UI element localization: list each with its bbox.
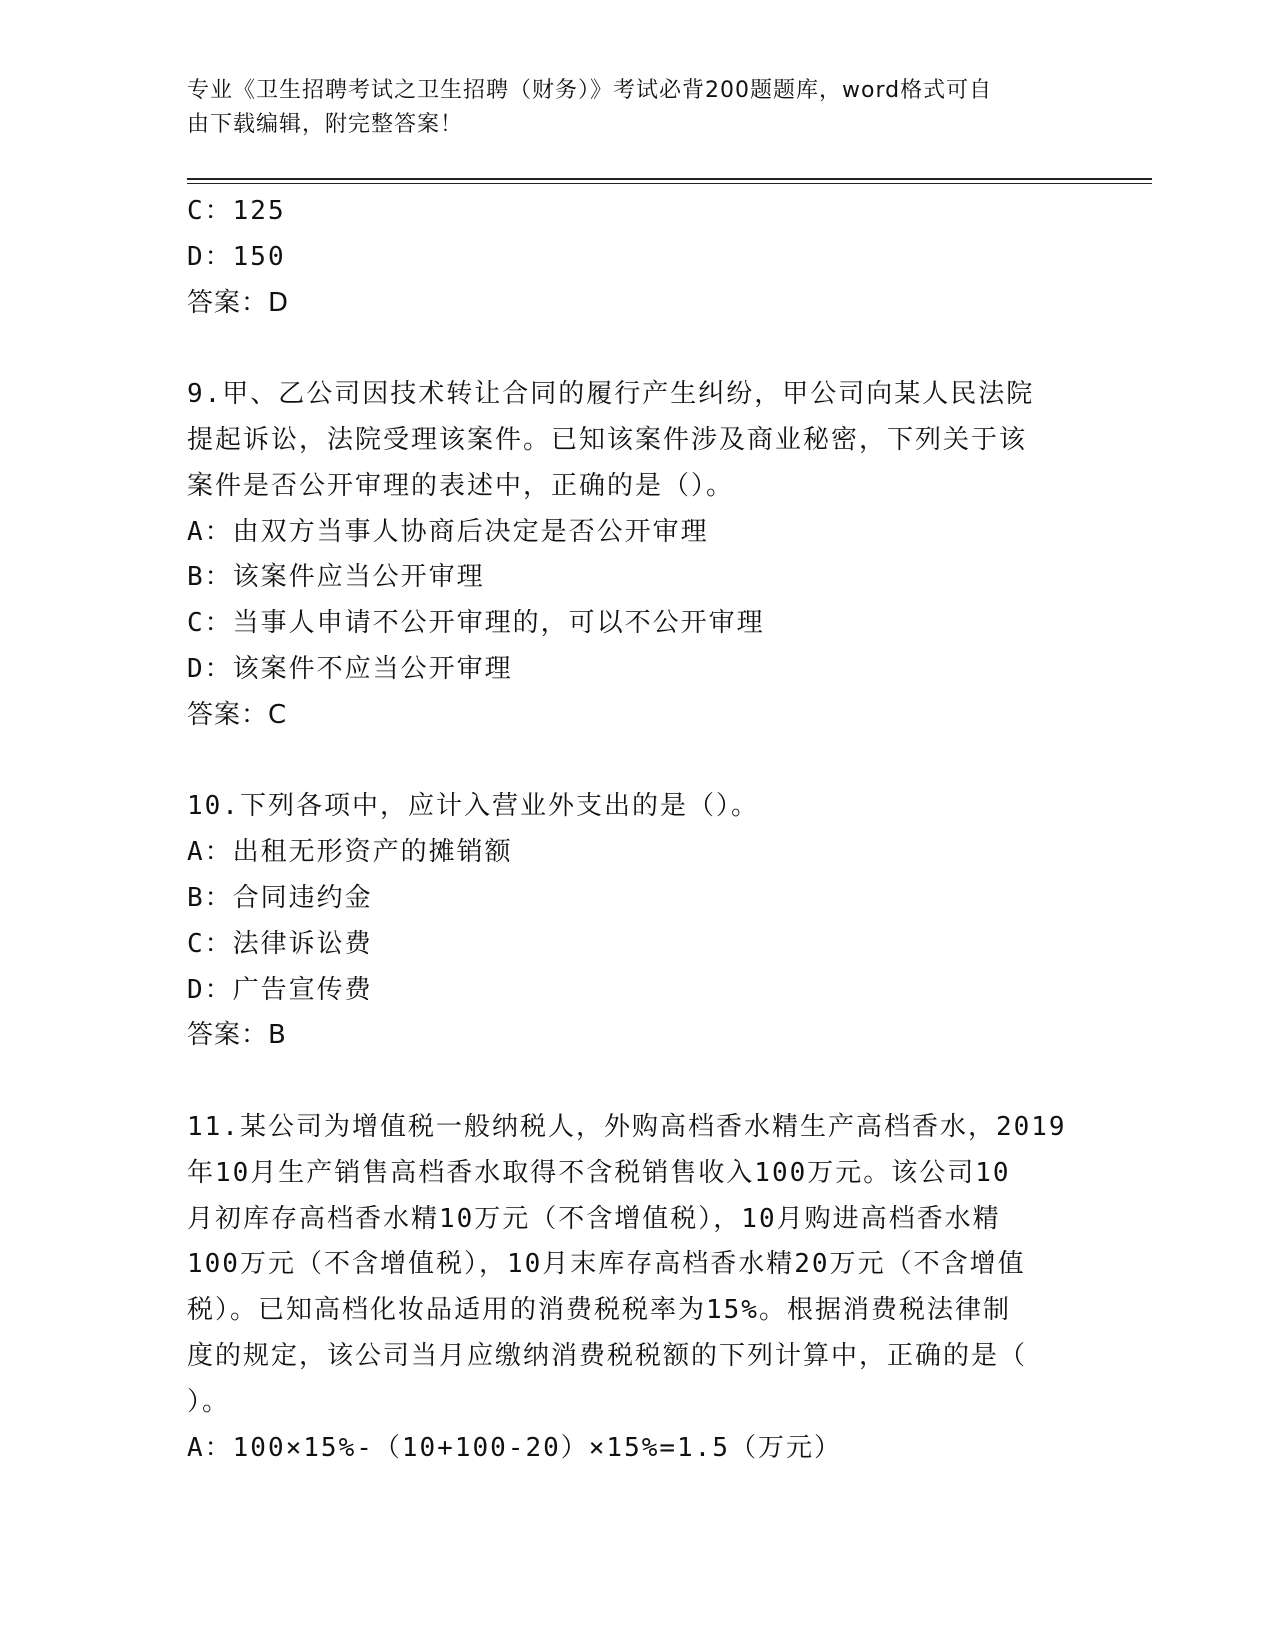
spacer	[187, 1059, 1087, 1105]
question-stem-line: 9.甲、乙公司因技术转让合同的履行产生纠纷，甲公司向某人民法院	[187, 379, 1035, 410]
header-line-1: 专业《卫生招聘考试之卫生招聘（财务）》考试必背200题题库，word格式可自	[187, 78, 993, 103]
question-stem-line: 11.某公司为增值税一般纳税人，外购高档香水精生产高档香水，2019	[187, 1111, 1067, 1142]
question-stem-line: ）。	[187, 1386, 231, 1417]
answer-line: 答案：D	[187, 287, 290, 318]
question-11	[187, 1105, 1087, 1471]
option-d: D：150	[187, 241, 286, 272]
question-stem-line: 提起诉讼，法院受理该案件。已知该案件涉及商业秘密，下列关于该	[187, 424, 1028, 455]
option-d: D：该案件不应当公开审理	[187, 653, 513, 684]
answer-line: 答案：C	[187, 699, 288, 730]
question-stem-line: 案件是否公开审理的表述中，正确的是（）。	[187, 470, 735, 501]
question-stem-line: 100万元（不含增值税），10月末库存高档香水精20万元（不含增值	[187, 1249, 1026, 1280]
header-divider-thick	[187, 178, 1152, 180]
question-stem-line: 税）。已知高档化妆品适用的消费税税率为15%。根据消费税法律制	[187, 1295, 1011, 1326]
option-c: C：当事人申请不公开审理的，可以不公开审理	[187, 608, 765, 639]
option-d: D：广告宣传费	[187, 974, 373, 1005]
document-body	[187, 189, 1087, 1471]
header-line-2: 由下载编辑，附完整答案！	[187, 112, 464, 137]
question-stem-line: 10.下列各项中，应计入营业外支出的是（）。	[187, 791, 759, 822]
question-stem-line: 年10月生产销售高档香水取得不含税销售收入100万元。该公司10	[187, 1157, 1011, 1188]
option-b: B：合同违约金	[187, 882, 373, 913]
spacer	[187, 739, 1087, 785]
question-stem-line: 月初库存高档香水精10万元（不含增值税），10月购进高档香水精	[187, 1203, 1001, 1234]
document-header	[187, 74, 1067, 142]
option-c: C：法律诉讼费	[187, 928, 373, 959]
option-a: A：出租无形资产的摊销额	[187, 837, 513, 868]
header-divider-thin	[187, 183, 1152, 184]
option-a: A：由双方当事人协商后决定是否公开审理	[187, 516, 709, 547]
question-9	[187, 372, 1087, 738]
spacer	[187, 326, 1087, 372]
option-b: B：该案件应当公开审理	[187, 562, 485, 593]
option-a: A：100×15%-（10+100-20）×15%=1.5（万元）	[187, 1432, 842, 1463]
question-stem-line: 度的规定，该公司当月应缴纳消费税税额的下列计算中，正确的是（	[187, 1340, 1028, 1371]
question-10	[187, 784, 1087, 1059]
answer-line: 答案：B	[187, 1020, 287, 1051]
option-c: C：125	[187, 196, 286, 226]
